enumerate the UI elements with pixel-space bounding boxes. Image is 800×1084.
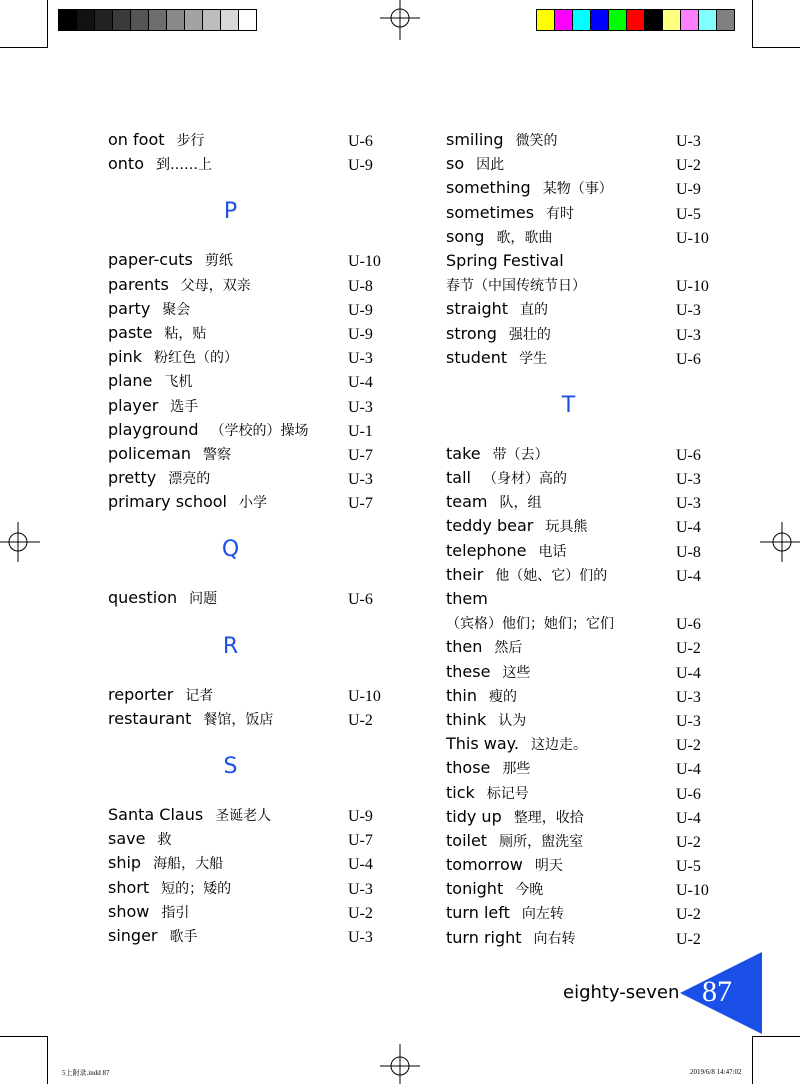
entry-word: This way. (446, 734, 519, 754)
color-swatch (239, 10, 256, 30)
entry-word: policeman (108, 443, 192, 463)
glossary-entry (446, 732, 716, 756)
entry-word: student (446, 347, 508, 367)
entry-unit: U-1 (348, 422, 373, 440)
glossary-entry (446, 514, 716, 538)
entry-unit: U-4 (676, 664, 701, 682)
entry-word: team (446, 492, 488, 512)
glossary-entry (108, 128, 398, 152)
color-swatch (167, 10, 185, 30)
entry-unit: U-2 (676, 906, 701, 924)
glossary-entry (108, 345, 398, 369)
color-swatch (77, 10, 95, 30)
entry-unit: U-2 (676, 157, 701, 175)
entry-word: paper-cuts (108, 250, 193, 270)
entry-unit: U-4 (348, 856, 373, 874)
entry-unit: U-3 (676, 688, 701, 706)
entry-unit: U-8 (676, 543, 701, 561)
entry-unit: U-5 (676, 205, 701, 223)
entry-unit: U-6 (676, 446, 701, 464)
color-swatch (591, 10, 609, 30)
entry-unit: U-7 (348, 446, 373, 464)
entry-unit: U-4 (676, 519, 701, 537)
entry-word: pretty (108, 468, 157, 488)
entry-unit: U-3 (348, 928, 373, 946)
entry-unit: U-2 (676, 737, 701, 755)
glossary-entry (446, 563, 716, 587)
glossary-entry (108, 876, 398, 900)
entry-word: turn right (446, 927, 522, 947)
entry-meaning: 学生 (519, 350, 548, 367)
color-swatch (717, 10, 734, 30)
color-swatch (681, 10, 699, 30)
glossary-entry (446, 781, 716, 805)
entry-meaning: 厕所，盥洗室 (499, 833, 584, 850)
entry-unit: U-3 (676, 712, 701, 730)
color-swatch (185, 10, 203, 30)
entry-unit: U-10 (676, 882, 709, 900)
entry-word: on foot (108, 130, 165, 149)
entry-word: primary school (108, 492, 227, 512)
entry-meaning: 这边走。 (530, 737, 587, 754)
section-letter-q: Q (221, 537, 240, 563)
entry-meaning: （学校的）操场 (210, 422, 309, 439)
entry-meaning: 直的 (520, 302, 549, 319)
entry-word: reporter (108, 684, 174, 704)
entry-word: tidy up (446, 806, 502, 826)
entry-unit: U-9 (348, 808, 373, 825)
registration-mark-icon (0, 522, 40, 562)
section-letter-r: R (222, 633, 239, 659)
entry-word: Santa Claus (108, 805, 204, 824)
registration-mark-icon (760, 522, 800, 562)
entry-word: tick (446, 782, 475, 802)
color-swatch (699, 10, 717, 30)
entry-unit: U-7 (348, 495, 373, 513)
glossary-entry (446, 708, 716, 732)
entry-unit: U-10 (676, 229, 709, 247)
glossary-entry (446, 587, 716, 611)
entry-meaning: 海船，大船 (153, 856, 224, 873)
entry-meaning: 问题 (189, 591, 218, 608)
entry-word: tonight (446, 879, 504, 899)
entry-meaning: （宾格）他们；她们；它们 (446, 616, 614, 633)
entry-unit: U-10 (348, 687, 381, 705)
entry-meaning: 歌手 (169, 928, 198, 945)
entry-unit: U-3 (348, 398, 373, 416)
entry-word: plane (108, 371, 153, 391)
entry-meaning: 强壮的 (508, 326, 551, 343)
entry-meaning: 聚会 (162, 301, 191, 318)
entry-word: question (108, 588, 178, 608)
entry-meaning: 认为 (498, 712, 527, 729)
entry-unit: U-9 (348, 325, 373, 343)
entry-unit: U-4 (348, 374, 373, 392)
page-number: 87 (702, 975, 732, 1008)
glossary-entry (446, 805, 716, 829)
glossary-entry (446, 176, 716, 200)
entry-meaning: 飞机 (164, 374, 193, 391)
entry-word: short (108, 877, 150, 897)
glossary-entry (108, 248, 398, 272)
color-swatch (537, 10, 555, 30)
entry-word: Spring Festival (446, 250, 564, 270)
section-letter-s: S (223, 754, 238, 779)
glossary-entry (446, 225, 716, 249)
glossary-entry (446, 853, 716, 877)
entry-unit: U-2 (676, 930, 701, 948)
crop-mark (0, 47, 48, 48)
glossary-entry (108, 490, 398, 514)
glossary-entry (108, 273, 398, 297)
entry-unit: U-2 (348, 904, 373, 922)
entry-word: sometimes (446, 202, 535, 222)
entry-word: teddy bear (446, 516, 534, 536)
entry-meaning: 短的；矮的 (161, 880, 232, 897)
entry-meaning: 明天 (534, 858, 563, 875)
glossary-entry (446, 249, 716, 273)
entry-word: toilet (446, 830, 488, 850)
entry-meaning: 这些 (502, 664, 531, 681)
crop-mark (0, 1036, 48, 1037)
entry-unit: U-3 (348, 350, 373, 368)
entry-meaning: 瘦的 (489, 688, 517, 705)
glossary-entry (446, 684, 716, 708)
entry-unit: U-4 (676, 567, 701, 585)
entry-meaning: 向左转 (521, 906, 564, 923)
glossary-entry (446, 926, 716, 950)
entry-word: parents (108, 274, 169, 294)
entry-unit: U-10 (348, 253, 381, 271)
entry-word: onto (108, 154, 144, 174)
entry-unit: U-10 (676, 278, 709, 296)
timestamp-slug: 2019/6/8 14:47:02 (690, 1068, 742, 1076)
entry-unit: U-5 (676, 858, 701, 876)
entry-meaning: 粉红色（的） (154, 350, 239, 367)
entry-meaning: 那些 (502, 761, 531, 778)
color-swatch (113, 10, 131, 30)
entry-meaning: 步行 (176, 133, 205, 149)
entry-word: straight (446, 299, 509, 319)
glossary-entry (108, 707, 398, 731)
glossary-entry (108, 394, 398, 418)
glossary-entry (446, 273, 716, 297)
crop-mark (752, 1036, 753, 1084)
color-swatch (131, 10, 149, 30)
entry-word: so (446, 154, 465, 174)
entry-unit: U-2 (348, 711, 373, 729)
color-swatch (555, 10, 573, 30)
glossary-entry (446, 442, 716, 466)
entry-meaning: 指引 (161, 904, 190, 921)
glossary-entry (108, 683, 398, 707)
entry-word: save (108, 829, 146, 849)
entry-word: think (446, 709, 487, 729)
entry-unit: U-6 (676, 350, 701, 368)
glossary-entry (108, 466, 398, 490)
entry-meaning: 记者 (185, 687, 214, 704)
glossary-entry (108, 924, 398, 948)
entry-meaning: 到……上 (156, 157, 212, 174)
section-letter-p: P (223, 199, 238, 225)
registration-mark-icon (380, 0, 420, 40)
glossary-entry (108, 803, 398, 827)
entry-word: something (446, 178, 531, 198)
glossary-entry (446, 611, 716, 635)
entry-word: ship (108, 853, 142, 873)
entry-meaning: 救 (157, 832, 172, 849)
entry-word: telephone (446, 540, 527, 560)
entry-unit: U-3 (676, 471, 701, 489)
entry-word: those (446, 758, 491, 778)
entry-meaning: 然后 (494, 640, 523, 657)
glossary-entry (108, 900, 398, 924)
crop-mark (47, 1036, 48, 1084)
color-swatch (203, 10, 221, 30)
entry-unit: U-4 (676, 761, 701, 779)
entry-meaning: 剪纸 (204, 253, 233, 270)
entry-meaning: 因此 (476, 157, 505, 174)
entry-meaning: 电话 (538, 543, 567, 560)
color-swatch (95, 10, 113, 30)
crop-mark (752, 0, 753, 48)
entry-meaning: 有时 (546, 205, 575, 222)
entry-unit: U-9 (676, 181, 701, 199)
color-swatch (663, 10, 681, 30)
glossary-entry (446, 635, 716, 659)
entry-unit: U-3 (348, 880, 373, 898)
glossary-entry (108, 152, 398, 176)
glossary-entry (108, 297, 398, 321)
color-swatch (149, 10, 167, 30)
entry-meaning: 整理，收拾 (513, 809, 584, 826)
entry-meaning: 粘，贴 (164, 325, 207, 342)
entry-unit: U-6 (676, 616, 701, 634)
glossary-entry (108, 827, 398, 851)
entry-unit: U-9 (348, 157, 373, 175)
entry-word: song (446, 226, 485, 246)
glossary-column-left (108, 128, 398, 948)
entry-word: playground (108, 419, 199, 439)
entry-meaning: 向右转 (533, 930, 576, 947)
entry-word: singer (108, 925, 158, 945)
entry-unit: U-6 (348, 133, 373, 150)
glossary-entry (446, 829, 716, 853)
color-swatch (573, 10, 591, 30)
entry-meaning: （身材）高的 (482, 471, 567, 488)
entry-meaning: 警察 (203, 446, 232, 463)
entry-meaning: 某物（事） (542, 181, 613, 198)
entry-meaning: 漂亮的 (168, 471, 211, 488)
entry-meaning: 餐馆，饭店 (203, 711, 274, 728)
entry-unit: U-8 (348, 277, 373, 295)
glossary-entry (446, 490, 716, 514)
entry-word: their (446, 564, 484, 584)
glossary-entry (446, 201, 716, 225)
entry-word: tall (446, 468, 471, 488)
entry-meaning: 春节（中国传统节日） (446, 278, 586, 295)
entry-word: turn left (446, 903, 510, 923)
crop-mark (752, 47, 800, 48)
entry-word: thin (446, 685, 477, 705)
entry-word: them (446, 589, 488, 608)
entry-word: party (108, 298, 151, 318)
glossary-column-right (446, 128, 716, 950)
entry-unit: U-4 (676, 809, 701, 827)
entry-word: paste (108, 322, 153, 342)
glossary-entry (446, 466, 716, 490)
entry-word: restaurant (108, 708, 192, 728)
glossary-entry (446, 152, 716, 176)
entry-word: take (446, 443, 481, 463)
entry-unit: U-3 (676, 302, 701, 320)
entry-word: smiling (446, 130, 504, 149)
entry-word: pink (108, 347, 143, 367)
glossary-entry (446, 128, 716, 152)
glossary-entry (446, 756, 716, 780)
entry-word: show (108, 901, 150, 921)
color-swatch (59, 10, 77, 30)
entry-unit: U-2 (676, 833, 701, 851)
entry-unit: U-3 (676, 495, 701, 513)
crop-mark (752, 1036, 800, 1037)
glossary-entry (108, 321, 398, 345)
crop-mark (47, 0, 48, 48)
entry-meaning: 微笑的 (515, 133, 558, 149)
glossary-entry (446, 901, 716, 925)
color-swatch (627, 10, 645, 30)
entry-unit: U-9 (348, 301, 373, 319)
entry-unit: U-3 (676, 326, 701, 344)
file-slug: 5上附录.indd 87 (62, 1069, 110, 1077)
glossary-entry (446, 539, 716, 563)
entry-meaning: 带（去） (492, 446, 549, 463)
entry-unit: U-3 (348, 471, 373, 489)
glossary-entry (108, 418, 398, 442)
entry-meaning: 他（她、它）们的 (495, 567, 608, 584)
entry-unit: U-6 (676, 785, 701, 803)
entry-meaning: 父母，双亲 (180, 277, 251, 294)
grayscale-bar (58, 9, 257, 31)
entry-unit: U-7 (348, 832, 373, 850)
glossary-entry (446, 297, 716, 321)
entry-unit: U-6 (348, 591, 373, 609)
entry-word: player (108, 395, 159, 415)
color-calibration-bar (536, 9, 735, 31)
entry-word: tomorrow (446, 855, 523, 875)
glossary-entry (108, 851, 398, 875)
entry-meaning: 选手 (170, 398, 199, 415)
entry-meaning: 歌，歌曲 (496, 229, 553, 246)
color-swatch (609, 10, 627, 30)
color-swatch (221, 10, 239, 30)
entry-meaning: 玩具熊 (545, 519, 588, 536)
registration-mark-icon (380, 1044, 420, 1084)
section-letter-t: T (561, 392, 576, 418)
glossary-entry (446, 322, 716, 346)
glossary-entry (108, 442, 398, 466)
entry-meaning: 小学 (239, 495, 267, 512)
entry-word: then (446, 637, 483, 657)
page-word: eighty-seven (563, 982, 680, 1003)
glossary-entry (446, 877, 716, 901)
color-swatch (645, 10, 663, 30)
entry-word: strong (446, 323, 497, 343)
entry-meaning: 标记号 (486, 785, 529, 802)
entry-meaning: 队，组 (499, 495, 542, 512)
entry-meaning: 圣诞老人 (215, 808, 272, 824)
glossary-entry (446, 346, 716, 370)
entry-unit: U-2 (676, 640, 701, 658)
entry-meaning: 今晚 (515, 882, 544, 899)
glossary-entry (108, 369, 398, 393)
entry-word: these (446, 661, 491, 681)
entry-unit: U-3 (676, 133, 701, 150)
glossary-entry (446, 660, 716, 684)
glossary-entry (108, 586, 398, 610)
